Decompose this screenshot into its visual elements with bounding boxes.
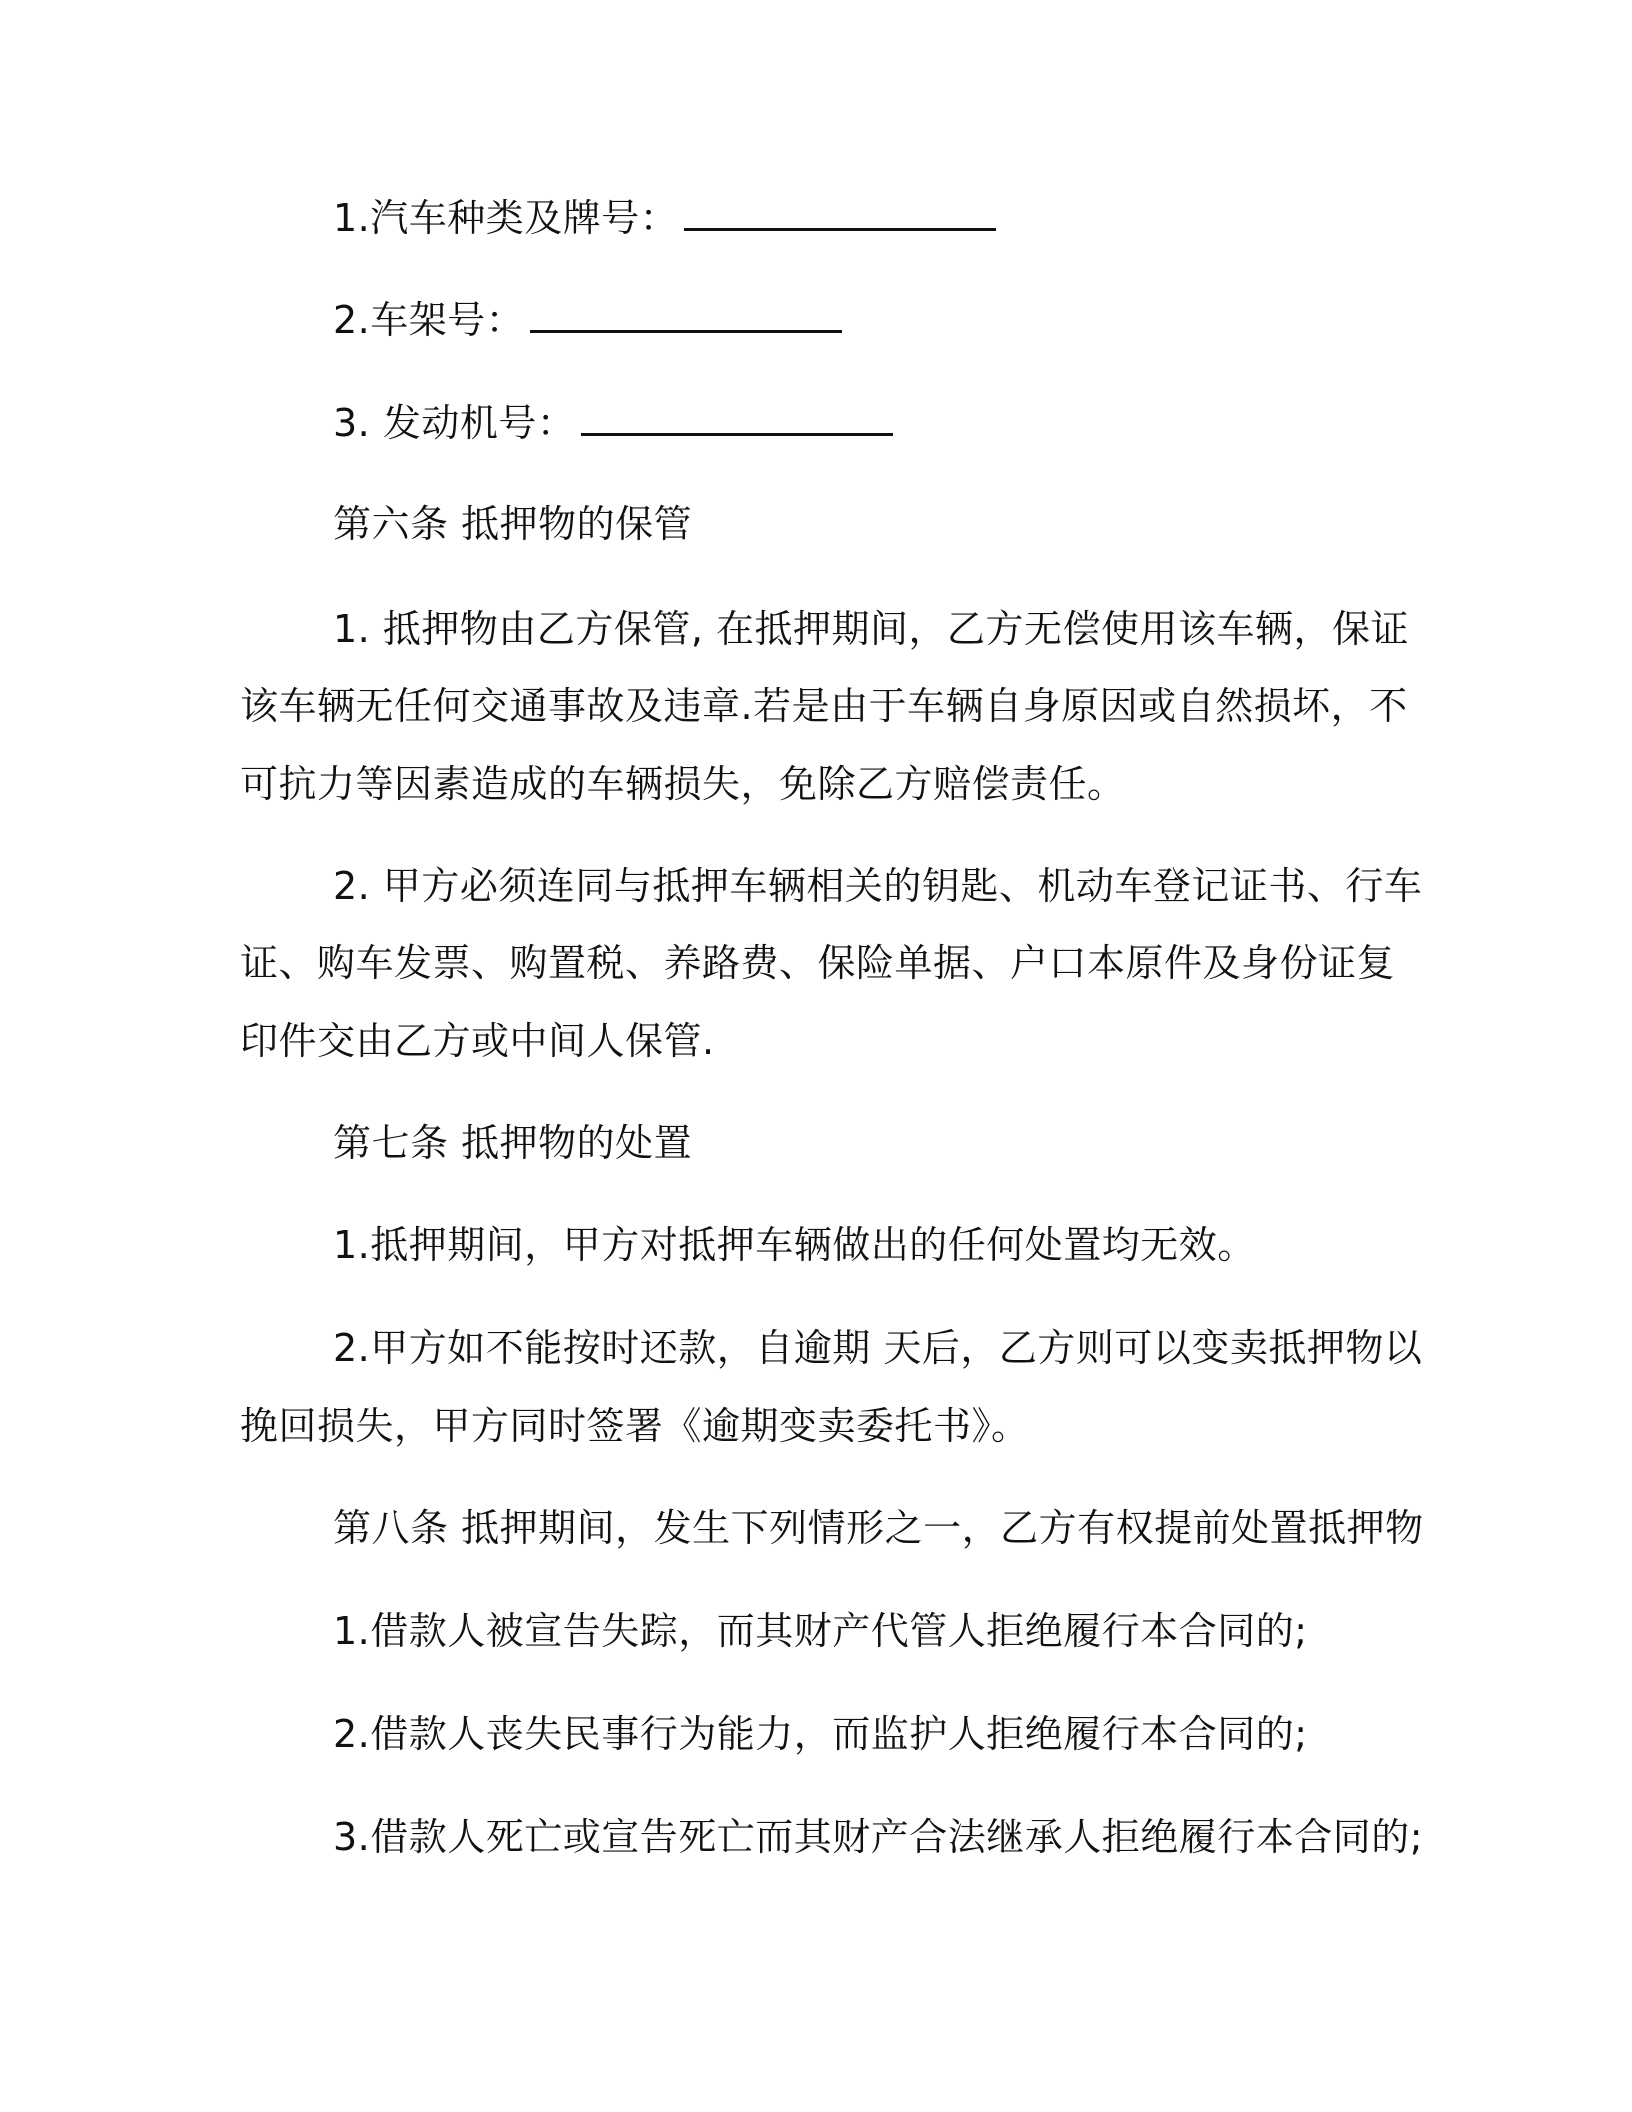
list-item: 1.借款人被宣告失踪，而其财产代管人拒绝履行本合同的; — [333, 1609, 1308, 1653]
fill-in-blank — [530, 300, 842, 333]
article7-heading: 第七条 抵押物的处置 — [333, 1121, 693, 1165]
paragraph-line: 2.甲方如不能按时还款，自逾期 天后，乙方则可以变卖抵押物以 — [333, 1326, 1423, 1370]
field-label: 1.汽车种类及牌号： — [333, 196, 679, 240]
fill-in-blank — [684, 198, 996, 231]
paragraph-line: 1.抵押期间，甲方对抵押车辆做出的任何处置均无效。 — [333, 1223, 1256, 1267]
field-engine-number — [333, 401, 893, 445]
paragraph-line: 可抗力等因素造成的车辆损失，免除乙方赔偿责任。 — [240, 762, 1126, 806]
field-vehicle-type-plate — [333, 196, 996, 240]
field-label: 2.车架号： — [333, 298, 525, 342]
article6-heading: 第六条 抵押物的保管 — [333, 502, 693, 546]
paragraph-line: 该车辆无任何交通事故及违章.若是由于车辆自身原因或自然损坏，不 — [240, 684, 1408, 728]
paragraph-line: 证、购车发票、购置税、养路费、保险单据、户口本原件及身份证复 — [240, 941, 1396, 985]
list-item: 3.借款人死亡或宣告死亡而其财产合法继承人拒绝履行本合同的; — [333, 1815, 1424, 1859]
fill-in-blank — [581, 403, 893, 436]
field-label: 3. 发动机号： — [333, 401, 576, 445]
paragraph-line: 1. 抵押物由乙方保管, 在抵押期间，乙方无偿使用该车辆，保证 — [333, 607, 1409, 651]
paragraph-line: 挽回损失，甲方同时签署《逾期变卖委托书》。 — [240, 1404, 1030, 1448]
list-item: 2.借款人丧失民事行为能力，而监护人拒绝履行本合同的; — [333, 1712, 1308, 1756]
paragraph-line: 2. 甲方必须连同与抵押车辆相关的钥匙、机动车登记证书、行车 — [333, 864, 1423, 908]
article8-heading: 第八条 抵押期间，发生下列情形之一，乙方有权提前处置抵押物 — [333, 1506, 1424, 1550]
paragraph-line: 印件交由乙方或中间人保管. — [240, 1019, 715, 1063]
field-frame-number — [333, 298, 842, 342]
